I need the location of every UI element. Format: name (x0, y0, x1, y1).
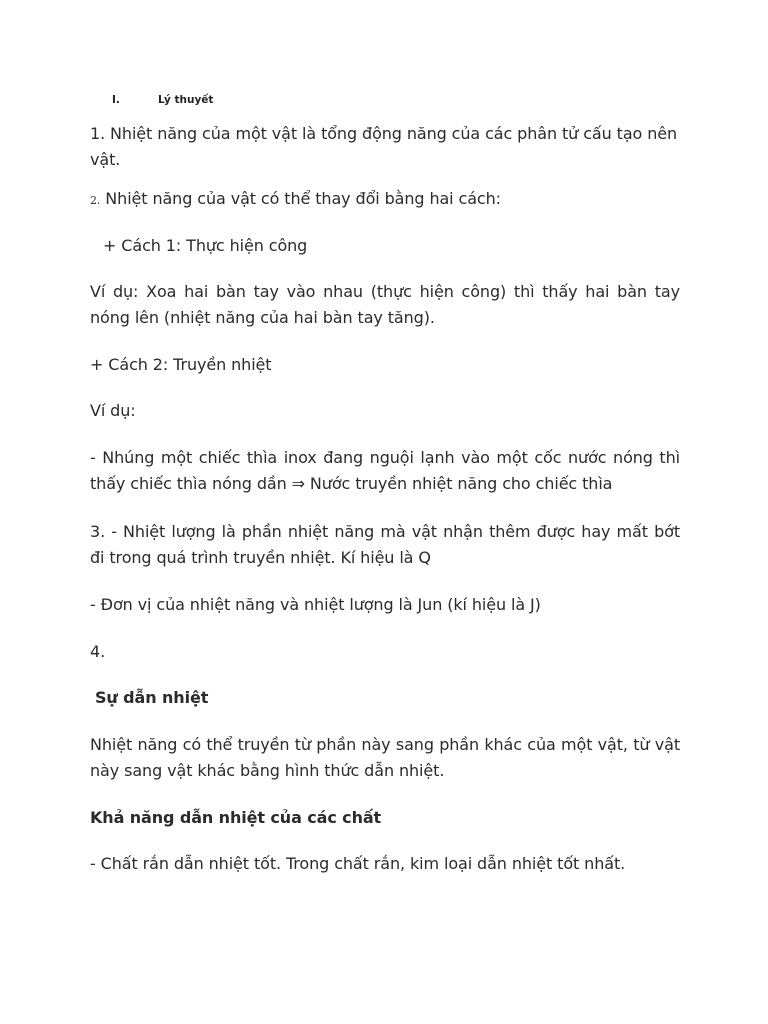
paragraph-conduction: Nhiệt năng có thể truyền từ phần này sang phần khác của một vật, từ vật này sang vật khác bằng hình thức dẫn nhiệt. (90, 735, 680, 780)
subheading-conduction: Sự dẫn nhiệt (95, 688, 209, 707)
paragraph-example-2: - Nhúng một chiếc thìa inox đang nguội lạnh vào một cốc nước nóng thì thấy chiếc thìa nóng dần ⇒ Nước truyền nhiệt năng cho chiếc thìa (90, 448, 680, 493)
item-number: 2. (90, 194, 101, 207)
paragraph-method-1: + Cách 1: Thực hiện công (103, 236, 308, 255)
paragraph-method-2: + Cách 2: Truyền nhiệt (90, 355, 272, 374)
paragraph-item-4: 4. (90, 642, 106, 661)
paragraph-example-1: Ví dụ: Xoa hai bàn tay vào nhau (thực hiện công) thì thấy hai bàn tay nóng lên (nhiệt năng của hai bàn tay tăng). (90, 282, 680, 327)
paragraph-thermal-energy-definition: 1. Nhiệt năng của một vật là tổng động năng của các phân tử cấu tạo nên vật. (90, 124, 678, 169)
section-title: Lý thuyết (158, 94, 214, 106)
paragraph-example-label: Ví dụ: (90, 401, 136, 420)
paragraph-text: Nhiệt năng của vật có thể thay đổi bằng hai cách: (100, 189, 501, 208)
paragraph-ways-to-change (90, 186, 680, 214)
paragraph-heat-quantity: 3. - Nhiệt lượng là phần nhiệt năng mà vật nhận thêm được hay mất bớt đi trong quá trình truyền nhiệt. Kí hiệu là Q (90, 522, 680, 567)
subheading-conductivity: Khả năng dẫn nhiệt của các chất (90, 808, 382, 827)
paragraph-solids: - Chất rắn dẫn nhiệt tốt. Trong chất rắn, kim loại dẫn nhiệt tốt nhất. (90, 854, 626, 873)
paragraph-units: - Đơn vị của nhiệt năng và nhiệt lượng là Jun (kí hiệu là J) (90, 595, 541, 614)
section-number: I. (112, 94, 120, 106)
